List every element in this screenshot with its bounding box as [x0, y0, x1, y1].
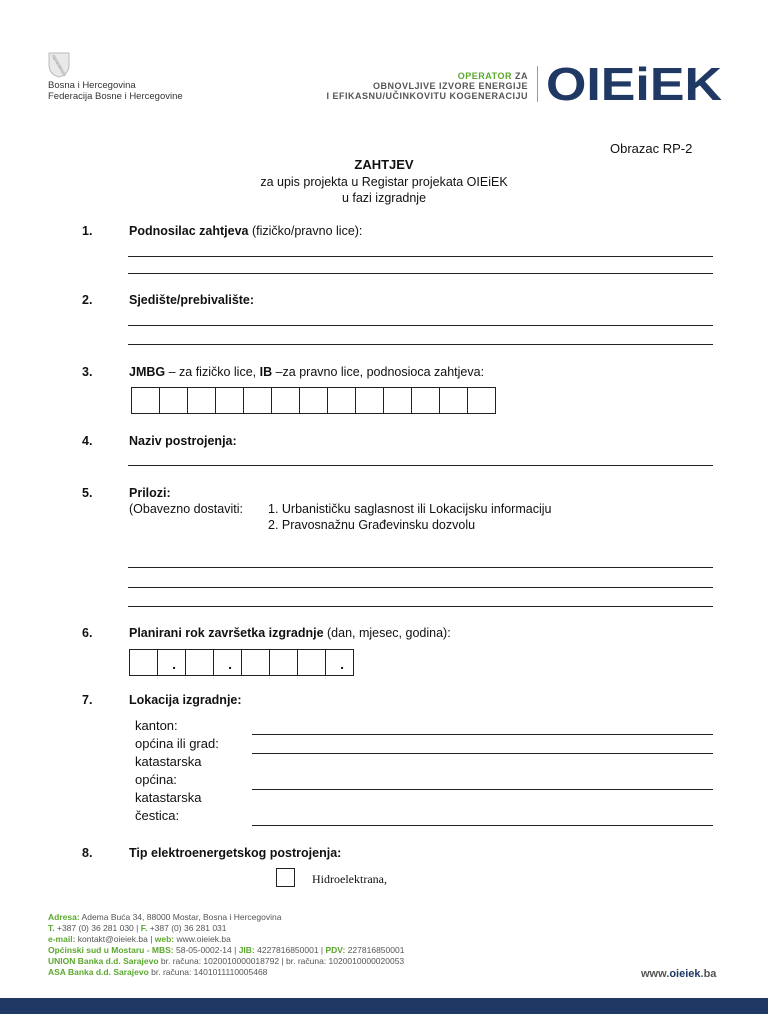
opcina-line[interactable]	[252, 753, 713, 754]
section-2-label: Sjedište/prebivalište:	[129, 293, 255, 307]
operator-line3: I EFIKASNU/UČINKOVITU KOGENERACIJU	[326, 91, 528, 101]
logo-text: OIEiEK	[546, 63, 722, 105]
section-2-number: 2.	[82, 293, 93, 307]
date-month-cell[interactable]	[186, 650, 214, 675]
section-4-label: Naziv postrojenja:	[129, 434, 237, 448]
section-7-number: 7.	[82, 693, 93, 707]
kat-cestica-label-1: katastarska	[135, 790, 202, 805]
attachments-line-2[interactable]	[128, 587, 713, 588]
date-day-cell[interactable]	[158, 650, 186, 675]
attachments-line-1[interactable]	[128, 567, 713, 568]
section-7-label: Lokacija izgradnje:	[129, 693, 242, 707]
section-5-number: 5.	[82, 486, 93, 500]
jmbg-digit-cell[interactable]	[440, 388, 468, 413]
jmbg-digit-cell[interactable]	[132, 388, 160, 413]
jmbg-digit-cell[interactable]	[272, 388, 300, 413]
section-8-number: 8.	[82, 846, 93, 860]
location-labels	[135, 717, 219, 825]
section-6-number: 6.	[82, 626, 93, 640]
kat-opcina-label-1: katastarska	[135, 754, 202, 769]
date-year-cell[interactable]	[270, 650, 298, 675]
hydro-checkbox[interactable]	[276, 868, 295, 887]
kat-cestica-label-2: čestica:	[135, 808, 180, 823]
section-5-label: Prilozi:	[129, 486, 171, 500]
form-title: ZAHTJEV	[354, 157, 414, 172]
form-subtitle-1: za upis projekta u Registar projekata OIEiEK	[260, 175, 508, 189]
attachment-item-1: 1. Urbanističku saglasnost ili Lokacijsku informaciju	[268, 502, 552, 516]
date-separator: .	[228, 656, 232, 672]
section-3-label: JMBG – za fizičko lice, IB –za pravno lice, podnosioca zahtjeva:	[129, 365, 485, 379]
facility-name-line[interactable]	[128, 465, 713, 466]
form-subtitle-2: u fazi izgradnje	[341, 191, 427, 205]
kat-cestica-line[interactable]	[252, 825, 713, 826]
oieiek-logo	[546, 63, 724, 105]
kat-opcina-line[interactable]	[252, 789, 713, 790]
date-separator: .	[340, 656, 344, 672]
address-line-2[interactable]	[128, 344, 713, 345]
footer-contacts: Adresa: Adema Buća 34, 88000 Mostar, Bosna i Hercegovina T. +387 (0) 36 281 030 | F. +387 (0) 36 281 031 e-mail: kontakt@oieiek.ba | web: www.oieiek.ba Općinski sud u Mostaru - MBS: 58-05-0002-14 | JIB: 4227816850001 | PDV: 227816850001 UNION Banka d.d. Sarajevo br. računa: 1020010000018792 | br. računa: 1020010000020053 ASA Banka d.d. Sarajevo br. računa: 1401011110005468	[48, 912, 405, 977]
attachment-item-2: 2. Pravosnažnu Građevinsku dozvolu	[268, 518, 476, 532]
bottom-bar	[0, 998, 768, 1014]
footer-website[interactable]: www.oieiek.ba	[641, 968, 717, 980]
section-4-number: 4.	[82, 434, 93, 448]
section-8-label: Tip elektroenergetskog postrojenja:	[129, 846, 342, 860]
coat-of-arms-icon	[48, 52, 70, 78]
kanton-label: kanton:	[135, 718, 178, 733]
opcina-label: općina ili grad:	[135, 736, 219, 751]
address-line-1[interactable]	[128, 325, 713, 326]
jmbg-digit-cell[interactable]	[188, 388, 216, 413]
date-year-cell[interactable]	[242, 650, 270, 675]
jmbg-digit-cell[interactable]	[216, 388, 244, 413]
applicant-line-2[interactable]	[128, 273, 713, 274]
operator-word: OPERATOR	[457, 71, 512, 81]
section-6-label: Planirani rok završetka izgradnje (dan, mjesec, godina):	[129, 626, 451, 640]
date-day-cell[interactable]	[130, 650, 158, 675]
operator-line2: OBNOVLJIVE IZVORE ENERGIJE	[372, 81, 528, 91]
date-month-cell[interactable]	[214, 650, 242, 675]
date-separator: .	[172, 656, 176, 672]
kat-opcina-label-2: općina:	[135, 772, 177, 787]
jmbg-digit-cell[interactable]	[328, 388, 356, 413]
operator-za: ZA	[515, 71, 528, 81]
jmbg-digit-cell[interactable]	[412, 388, 440, 413]
section-3-number: 3.	[82, 365, 93, 379]
jmbg-digit-cell[interactable]	[356, 388, 384, 413]
kanton-line[interactable]	[252, 734, 713, 735]
jmbg-grid[interactable]	[131, 387, 496, 414]
attachments-line-3[interactable]	[128, 606, 713, 607]
section-1-label: Podnosilac zahtjeva (fizičko/pravno lice):	[129, 224, 363, 238]
date-year-cell[interactable]	[298, 650, 326, 675]
completion-date-grid[interactable]	[129, 649, 354, 676]
jmbg-digit-cell[interactable]	[468, 388, 495, 413]
jmbg-digit-cell[interactable]	[300, 388, 328, 413]
jmbg-digit-cell[interactable]	[160, 388, 188, 413]
jmbg-digit-cell[interactable]	[244, 388, 272, 413]
hydro-label: Hidroelektrana,	[312, 872, 387, 886]
jmbg-digit-cell[interactable]	[384, 388, 412, 413]
attachments-required: (Obavezno dostaviti:	[129, 502, 243, 516]
applicant-line-1[interactable]	[128, 256, 713, 257]
gov-line2: Federacija Bosne i Hercegovine	[48, 91, 183, 102]
gov-line1: Bosna i Hercegovina	[48, 80, 136, 91]
date-year-cell[interactable]	[326, 650, 353, 675]
section-1-number: 1.	[82, 224, 93, 238]
form-code: Obrazac RP-2	[610, 141, 693, 156]
